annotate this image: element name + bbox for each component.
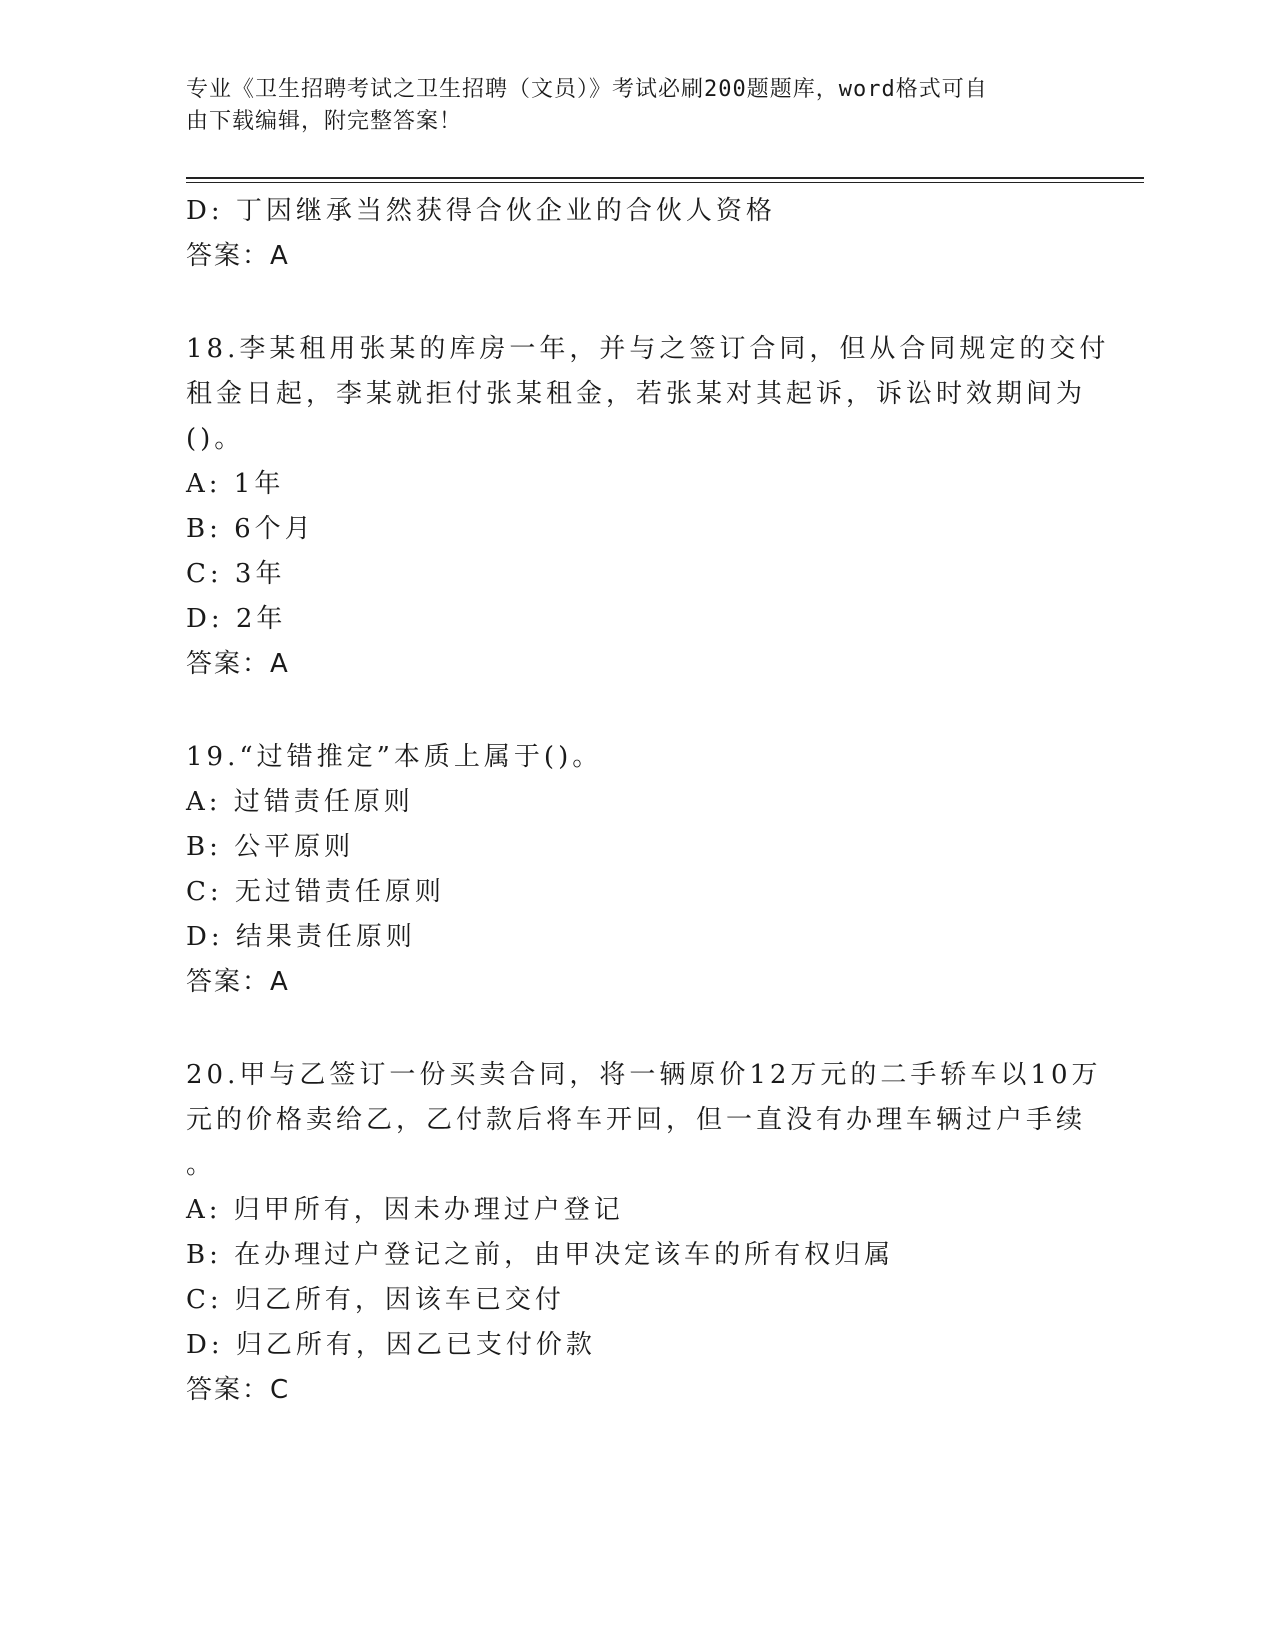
question-line: 20.甲与乙签订一份买卖合同，将一辆原价12万元的二手轿车以10万 [186, 1060, 1102, 1090]
question-item [186, 1053, 1102, 1413]
question-line: ()。 [186, 424, 245, 454]
answer-line: 答案：A [186, 967, 290, 997]
option-d: D: 结果责任原则 [186, 922, 416, 952]
option-c: C: 无过错责任原则 [186, 877, 445, 907]
option-a: A: 1年 [186, 469, 285, 499]
header-line-2: 由下载编辑，附完整答案！ [186, 109, 463, 134]
option-d: D: 归乙所有，因乙已支付价款 [186, 1330, 596, 1360]
question-line: 19.“过错推定”本质上属于()。 [186, 742, 603, 772]
option-b: B: 公平原则 [186, 832, 355, 862]
question-item [186, 327, 1110, 687]
page-header [186, 74, 1066, 138]
answer-line: 答案：A [186, 649, 290, 679]
option-c: C: 3年 [186, 559, 286, 589]
question-text [186, 327, 1110, 462]
header-line-1: 专业《卫生招聘考试之卫生招聘（文员）》考试必刷200题题库，word格式可自 [186, 77, 988, 102]
question-line: 。 [186, 1150, 217, 1180]
question-text [186, 1053, 1102, 1188]
option-c: C: 归乙所有，因该车已交付 [186, 1285, 565, 1315]
question-content [186, 189, 1110, 1413]
question-item [186, 735, 1086, 1005]
answer-line: 答案：C [186, 1375, 291, 1405]
option-a: A: 过错责任原则 [186, 787, 414, 817]
option-d: D: 丁因继承当然获得合伙企业的合伙人资格 [186, 196, 776, 226]
question-line: 元的价格卖给乙，乙付款后将车开回，但一直没有办理车辆过户手续 [186, 1105, 1087, 1135]
option-b: B: 6个月 [186, 514, 315, 544]
option-b: B: 在办理过户登记之前，由甲决定该车的所有权归属 [186, 1240, 895, 1270]
question-line: 租金日起，李某就拒付张某租金，若张某对其起诉，诉讼时效期间为 [186, 379, 1087, 409]
option-d: D: 2年 [186, 604, 287, 634]
header-divider-thin [186, 182, 1144, 183]
option-a: A: 归甲所有，因未办理过户登记 [186, 1195, 624, 1225]
question-text [186, 735, 1086, 780]
question-line: 18.李某租用张某的库房一年，并与之签订合同，但从合同规定的交付 [186, 334, 1110, 364]
answer-line: 答案：A [186, 241, 290, 271]
header-divider-thick [186, 177, 1144, 179]
